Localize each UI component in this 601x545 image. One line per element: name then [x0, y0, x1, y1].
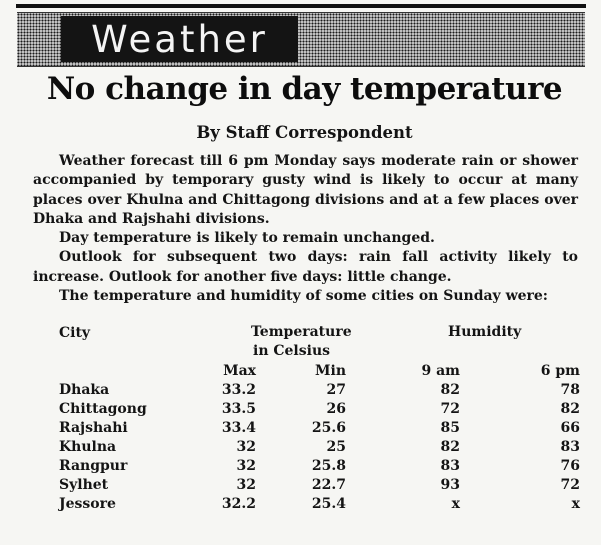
header-humidity: Humidity	[448, 324, 522, 340]
row-city: Jessore	[59, 496, 116, 512]
row-6pm: 76	[560, 458, 580, 474]
row-city: Dhaka	[59, 382, 110, 398]
row-9am: 93	[440, 477, 460, 493]
row-min: 26	[326, 401, 346, 417]
paragraph: The temperature and humidity of some cities on Sunday were:	[59, 288, 548, 305]
row-9am: 72	[440, 401, 460, 417]
row-min: 25.8	[311, 458, 346, 474]
row-9am: 85	[440, 420, 460, 436]
row-city: Chittagong	[59, 401, 147, 417]
byline: By Staff Correspondent	[196, 123, 413, 142]
row-9am: 82	[440, 439, 460, 455]
row-max: 32	[236, 439, 256, 455]
row-city: Rangpur	[59, 458, 128, 474]
section-title: Weather	[91, 17, 268, 61]
row-6pm: 82	[560, 401, 580, 417]
header-6pm: 6 pm	[540, 363, 580, 379]
row-city: Rajshahi	[59, 420, 128, 436]
row-6pm: 83	[560, 439, 580, 455]
header-9am: 9 am	[421, 363, 460, 379]
paragraph: Weather forecast till 6 pm Monday says moderate rain or shower accompanied by temporary gusty wind is likely to occur at many places over Khulna and Chittagong divisions and at a few places over Dhaka and Rajshahi divisions.	[33, 153, 578, 227]
row-max: 33.4	[221, 420, 256, 436]
row-min: 25	[326, 439, 346, 455]
row-min: 27	[326, 382, 346, 398]
row-min: 25.4	[311, 496, 346, 512]
row-min: 22.7	[311, 477, 346, 493]
paragraph: Outlook for subsequent two days: rain fall activity likely to increase. Outlook for another five days: little change.	[33, 249, 578, 285]
header-city: City	[59, 325, 91, 341]
headline: No change in day temperature	[46, 71, 563, 107]
row-9am: x	[451, 496, 460, 512]
row-max: 32.2	[221, 496, 256, 512]
header-temperature-unit: in Celsius	[253, 343, 330, 359]
row-min: 25.6	[311, 420, 346, 436]
row-max: 32	[236, 477, 256, 493]
row-max: 33.5	[221, 401, 256, 417]
paragraph: Day temperature is likely to remain unchanged.	[59, 230, 435, 247]
row-6pm: 72	[560, 477, 580, 493]
header-max: Max	[223, 363, 256, 379]
row-6pm: 78	[560, 382, 580, 398]
row-9am: 82	[440, 382, 460, 398]
header-min: Min	[315, 363, 346, 379]
row-city: Khulna	[59, 439, 117, 455]
row-city: Sylhet	[59, 477, 109, 493]
header-temperature: Temperature	[251, 324, 352, 340]
row-6pm: 66	[560, 420, 580, 436]
row-9am: 83	[440, 458, 460, 474]
row-6pm: x	[571, 496, 580, 512]
row-max: 32	[236, 458, 256, 474]
row-max: 33.2	[221, 382, 256, 398]
